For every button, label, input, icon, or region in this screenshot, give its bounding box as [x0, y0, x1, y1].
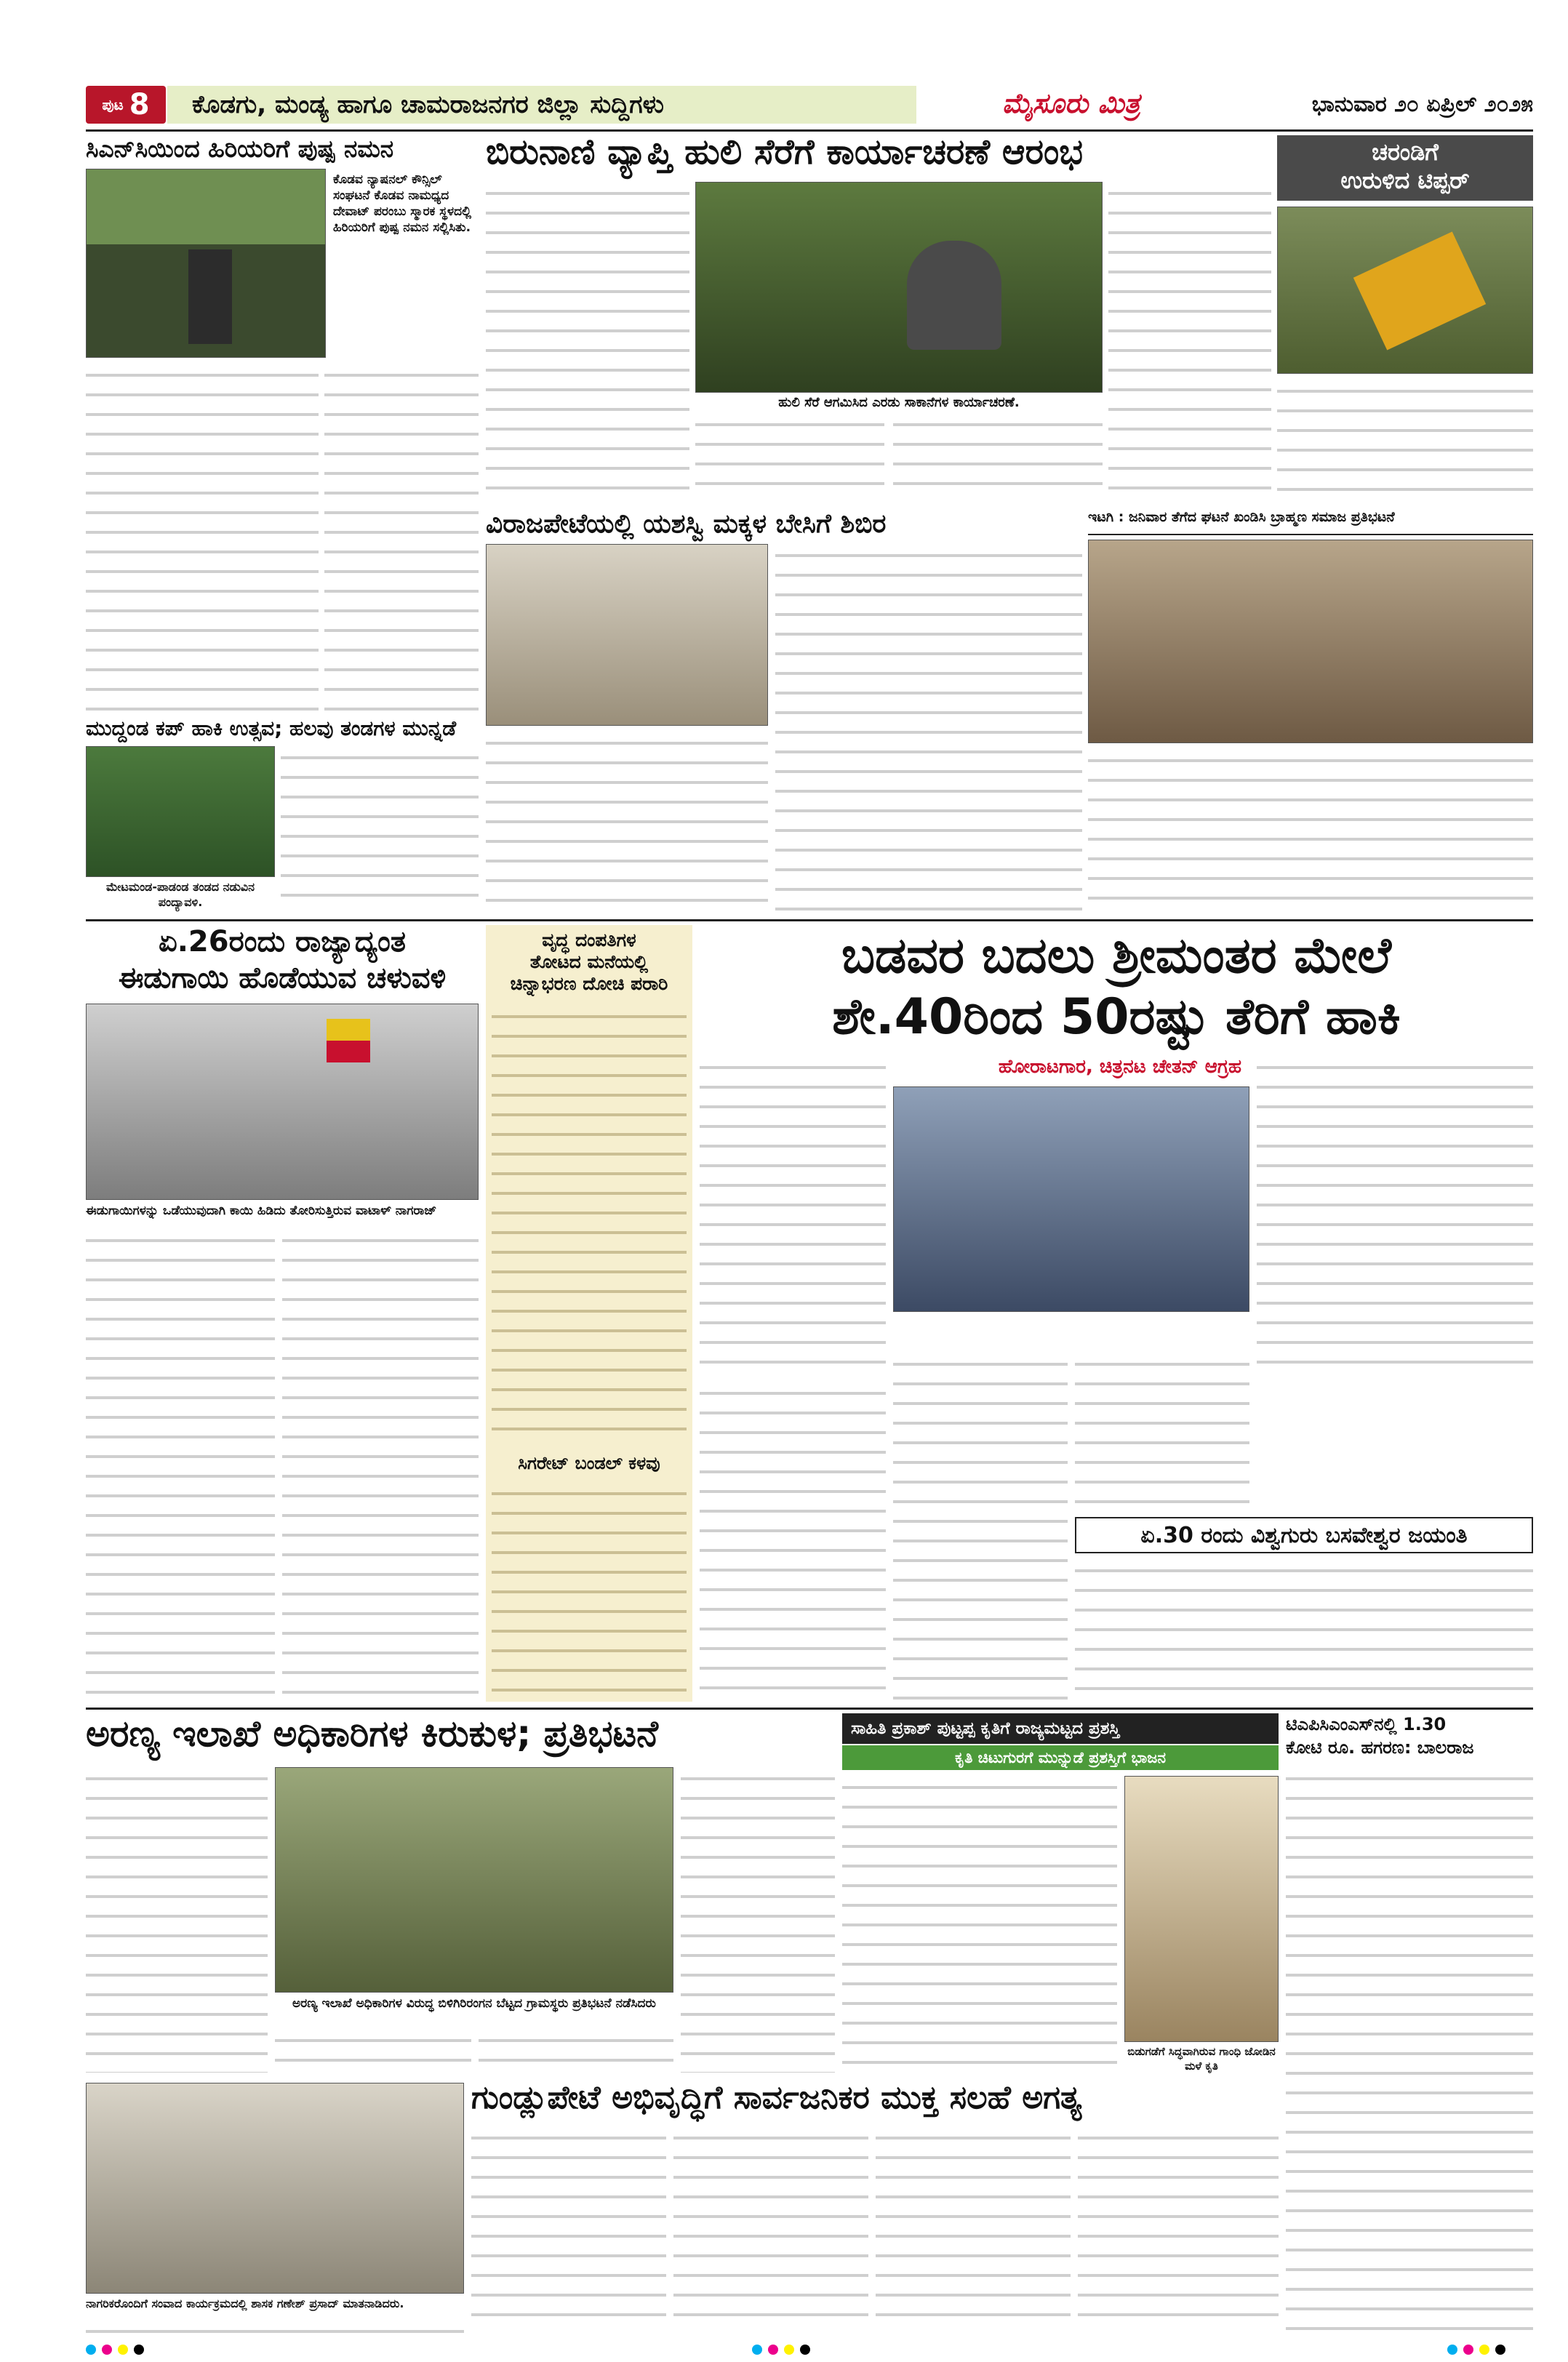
memorial-stone — [188, 249, 232, 344]
gundlupet-article-col3 — [876, 2126, 1071, 2331]
chain-headline-line2: ತೋಟದ ಮನೆಯಲ್ಲಿ — [529, 951, 649, 972]
camp-article-col2 — [775, 544, 1082, 913]
tax-article-col1 — [700, 1056, 886, 1369]
rally-headline-line2: ಈಡುಗಾಯಿ ಹೊಡೆಯುವ ಚಳುವಳಿ — [118, 961, 447, 995]
tiger-article-col3 — [893, 413, 1103, 502]
paper-name: ಮೈಸೂರು ಮಿತ್ರ — [1002, 87, 1140, 119]
chain-article — [492, 1005, 687, 1441]
award-subheadline: ಕೃತಿ ಚಿಟುಗುರಗೆ ಮುನ್ನುಡೆ ಪ್ರಶಸ್ತಿಗೆ ಭಾಜನ — [954, 1748, 1167, 1766]
tipper-headline-line2: ಉರುಳಿದ ಟಿಪ್ಪರ್ — [1340, 167, 1470, 194]
page-number-badge — [86, 86, 166, 124]
basava-article — [1075, 1559, 1533, 1702]
tribute-side-caption: ಕೊಡವ ನ್ಯಾಷನಲ್ ಕೌನ್ಸಿಲ್ ಸಂಘಟನೆ ಕೊಡವ ನಾಮಧ್ಯದ ದೇವಾಟ್ ಪರಂಬು ಸ್ಮಾರಕ ಸ್ಥಳದಲ್ಲಿ ಹಿರಿಯರಿಗೆ ಪುಷ್ಪ ನಮನ ಸಲ್ಲಿಸಿತು. — [333, 172, 471, 236]
camp-headline: ವಿರಾಜಪೇಟೆಯಲ್ಲಿ ಯಶಸ್ವಿ ಮಕ್ಕಳ ಬೇಸಿಗೆ ಶಿಬಿರ — [486, 509, 887, 539]
tax-article-col2 — [893, 1353, 1068, 1702]
loan-headline-line2: ಕೋಟಿ ರೂ. ಹಗರಣ: ಬಾಲರಾಜ — [1286, 1737, 1474, 1758]
tipper-truck — [1353, 231, 1486, 350]
registration-marks-center — [752, 2345, 817, 2356]
issue-date: ಭಾನುವಾರ ೨೦ ಏಪ್ರಿಲ್ ೨೦೨೫ — [1311, 92, 1533, 117]
tipper-photo — [1277, 207, 1533, 374]
tax-article-col3 — [1075, 1353, 1249, 1510]
book-photo-caption: ಬಿಡುಗಡೆಗೆ ಸಿದ್ಧವಾಗಿರುವ ಗಾಂಧಿ ಜೋಡಿನ ಮಳೆ ಕೃತಿ — [1127, 2045, 1276, 2073]
chain-headline-line3: ಚಿನ್ನಾಭರಣ ದೋಚಿ ಪರಾರಿ — [510, 973, 668, 994]
tiger-article-col4 — [1108, 182, 1271, 502]
tribute-article-col1 — [86, 364, 319, 713]
hockey-headline: ಮುದ್ದಂಡ ಕಪ್ ಹಾಕಿ ಉತ್ಸವ; ಹಲವು ತಂಡಗಳ ಮುನ್ನಡೆ — [86, 716, 457, 740]
cigarette-article — [492, 1482, 687, 1694]
magenta-dot — [768, 2345, 778, 2355]
hockey-photo-caption: ಮೇಟಮಂಡ-ಪಾಡಂಡ ತಂಡದ ನಡುವಿನ ಪಂದ್ಯಾವಳಿ. — [105, 880, 255, 909]
rally-headline-line1: ಏ.26ರಂದು ರಾಜ್ಯಾದ್ಯಂತ — [158, 925, 407, 958]
tax-subheadline: ಹೋರಾಟಗಾರ, ಚಿತ್ರನಟ ಚೇತನ್ ಆಗ್ರಹ — [998, 1056, 1242, 1078]
protest-photo — [1088, 540, 1533, 743]
section-title-band — [167, 86, 916, 124]
tribute-article-col2 — [324, 364, 479, 713]
gundlupet-article-col2 — [673, 2126, 868, 2331]
tipper-article — [1277, 380, 1533, 502]
basava-headline: ಏ.30 ರಂದು ವಿಶ್ವಗುರು ಬಸವೇಶ್ವರ ಜಯಂತಿ — [1140, 1522, 1468, 1548]
cyan-dot — [752, 2345, 762, 2355]
tiger-photo-caption: ಹುಲಿ ಸೆರೆ ಆಗಮಿಸಿದ ಎರಡು ಸಾಕಾನೆಗಳ ಕಾರ್ಯಾಚರಣೆ. — [778, 395, 1020, 410]
chain-theft-box — [486, 925, 692, 1702]
cigarette-headline: ಸಿಗರೇಟ್ ಬಂಡಲ್ ಕಳವು — [518, 1453, 660, 1473]
tax-headline-line2: ಶೇ.40ರಿಂದ 50ರಷ್ಟು ತೆರಿಗೆ ಹಾಕಿ — [832, 988, 1401, 1046]
tribute-headline: ಸಿಎನ್‌ಸಿಯಿಂದ ಹಿರಿಯರಿಗೆ ಪುಷ್ಪ ನಮನ — [86, 135, 394, 163]
camp-photo — [486, 544, 768, 726]
protest-article — [1088, 749, 1533, 913]
award-subheadline-bar — [842, 1745, 1279, 1770]
tiger-article-col1 — [486, 182, 689, 502]
rally-photo-caption: ಈಡುಗಾಯಿಗಳನ್ನು ಒಡೆಯುವುದಾಗಿ ಕಾಯಿ ಹಿಡಿದು ತೋರಿಸುತ್ತಿರುವ ವಾಟಾಳ್ ನಾಗರಾಜ್ — [86, 1204, 437, 1218]
chain-headline-line1: ವೃದ್ಧ ದಂಪತಿಗಳ — [542, 929, 636, 950]
tax-photo — [893, 1086, 1249, 1312]
cyan-dot — [1447, 2345, 1457, 2355]
rally-article-col1 — [86, 1229, 275, 1702]
yellow-dot — [784, 2345, 794, 2355]
page-number: 8 — [129, 88, 150, 121]
rally-photo — [86, 1004, 479, 1200]
tax-headline-line1: ಬಡವರ ಬದಲು ಶ್ರೀಮಂತರ ಮೇಲೆ — [841, 927, 1392, 985]
tax-article-col4 — [1257, 1056, 1533, 1380]
magenta-dot — [1463, 2345, 1473, 2355]
black-dot — [800, 2345, 810, 2355]
award-headline-bar — [842, 1713, 1279, 1744]
gundlupet-headline: ಗುಂಡ್ಲುಪೇಟೆ ಅಭಿವೃದ್ಧಿಗೆ ಸಾರ್ವಜನಿಕರ ಮುಕ್ತ ಸಲಹೆ ಅಗತ್ಯ — [471, 2079, 1082, 2116]
tipper-headline-line1: ಚರಂಡಿಗೆ — [1372, 138, 1439, 166]
protest-headline-bar — [1088, 509, 1533, 535]
loan-headline-line1: ಟಿಎಪಿಸಿಎಂಎಸ್‌ನಲ್ಲಿ 1.30 — [1286, 1714, 1447, 1734]
book-cover-photo — [1124, 1776, 1279, 2042]
masthead — [86, 81, 1533, 128]
hockey-photo — [86, 746, 275, 877]
tax-article-col1b — [700, 1382, 886, 1702]
rally-article-col2 — [282, 1229, 479, 1702]
forest-photo-caption: ಅರಣ್ಯ ಇಲಾಖೆ ಅಧಿಕಾರಿಗಳ ವಿರುದ್ಧ ಬಿಳಿಗಿರಿರಂಗನ ಬೆಟ್ಟದ ಗ್ರಾಮಸ್ಥರು ಪ್ರತಿಭಟನೆ ನಡೆಸಿದರು — [292, 1996, 656, 2011]
gundlupet-article-col1 — [471, 2126, 666, 2331]
yellow-dot — [118, 2345, 128, 2355]
tiger-headline: ಬಿರುನಾಣಿ ವ್ಯಾಪ್ತಿ ಹುಲಿ ಸೆರೆಗೆ ಕಾರ್ಯಾಚರಣೆ ಆರಂಭ — [486, 132, 1084, 172]
registration-marks-left — [86, 2345, 151, 2356]
protest-headline: ಇಟಗಿ : ಜನಿವಾರ ತೆಗೆದ ಘಟನೆ ಖಂಡಿಸಿ ಬ್ರಾಹ್ಮಣ ಸಮಾಜ ಪ್ರತಿಭಟನೆ — [1088, 509, 1395, 525]
forest-article-col4 — [681, 1767, 835, 2073]
band-rule-1 — [86, 919, 1533, 921]
forest-article-col3 — [479, 2029, 673, 2073]
black-dot — [134, 2345, 144, 2355]
gundlupet-photo-caption: ನಾಗರಿಕರೊಂದಿಗೆ ಸಂವಾದ ಕಾರ್ಯಕ್ರಮದಲ್ಲಿ ಶಾಸಕ ಗಣೇಶ್ ಪ್ರಸಾದ್ ಮಾತನಾಡಿದರು. — [86, 2297, 404, 2310]
page-label: ಪುಟ — [102, 96, 124, 113]
magenta-dot — [102, 2345, 112, 2355]
black-dot — [1495, 2345, 1505, 2355]
tiger-photo — [695, 182, 1103, 393]
gundlupet-article-col0 — [86, 2320, 464, 2334]
loan-article — [1286, 1767, 1533, 2334]
award-article — [842, 1776, 1117, 2073]
tipper-headline-box — [1277, 135, 1533, 201]
forest-headline: ಅರಣ್ಯ ಇಲಾಖೆ ಅಧಿಕಾರಿಗಳ ಕಿರುಕುಳ; ಪ್ರತಿಭಟನೆ — [86, 1713, 658, 1755]
tiger-article-col2 — [695, 413, 884, 502]
section-title: ಕೊಡಗು, ಮಂಡ್ಯ ಹಾಗೂ ಚಾಮರಾಜನಗರ ಜಿಲ್ಲಾ ಸುದ್ದಿಗಳು — [192, 90, 664, 119]
tribute-photo — [86, 169, 326, 358]
hockey-article — [281, 746, 479, 913]
basava-headline-box — [1075, 1517, 1533, 1553]
forest-article-col1 — [86, 1767, 268, 2073]
registration-marks-right — [1447, 2345, 1513, 2356]
gundlupet-article-col4 — [1078, 2126, 1279, 2331]
award-headline: ಸಾಹಿತಿ ಪ್ರಕಾಶ್ ಪುಟ್ಟಪ್ಪ ಕೃತಿಗೆ ರಾಜ್ಯಮಟ್ಟದ ಪ್ರಶಸ್ತಿ — [851, 1719, 1120, 1738]
forest-article-col2 — [275, 2029, 471, 2073]
cyan-dot — [86, 2345, 96, 2355]
rally-flag — [327, 1019, 370, 1062]
camp-article-col1 — [486, 732, 768, 913]
forest-photo — [275, 1767, 673, 1993]
band-rule-2 — [86, 1708, 1533, 1710]
elephant-shape — [907, 241, 1001, 350]
yellow-dot — [1479, 2345, 1489, 2355]
gundlupet-photo — [86, 2083, 464, 2294]
